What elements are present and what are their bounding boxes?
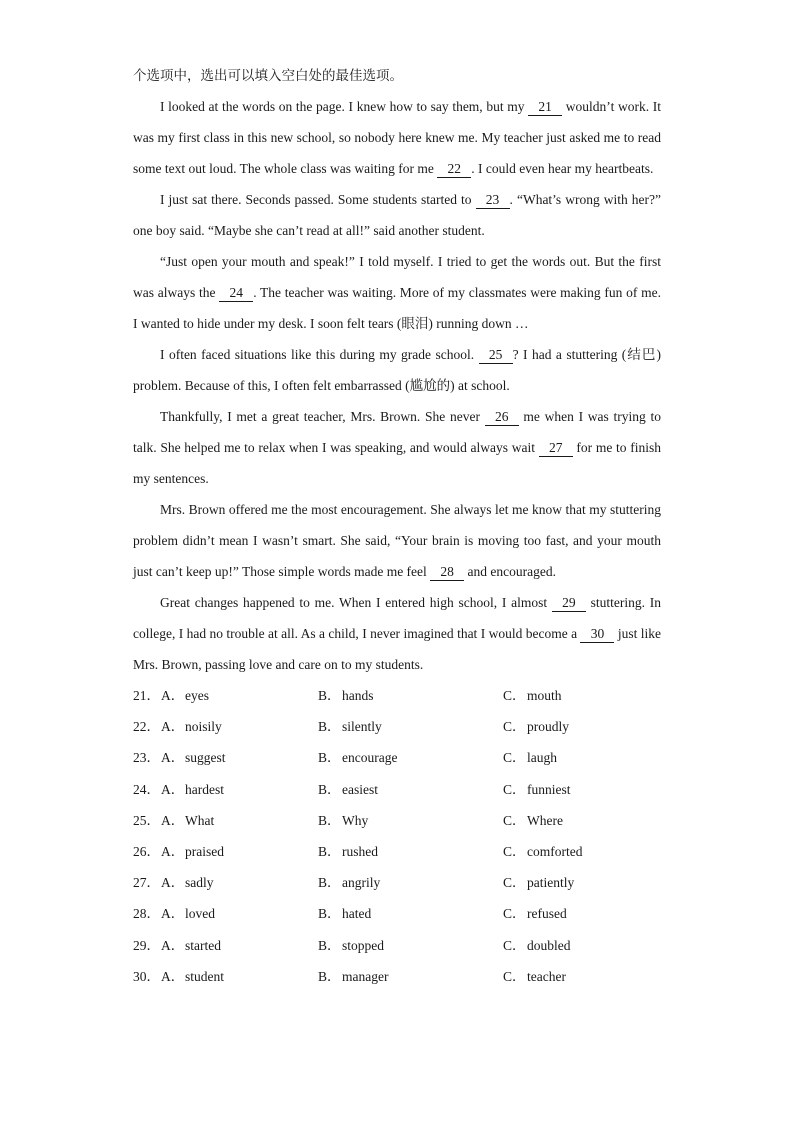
option-text: suggest	[185, 750, 226, 766]
option-letter: C．	[503, 750, 526, 766]
passage-text: for me to finish my sentences.	[133, 440, 661, 486]
question-row	[133, 805, 661, 836]
option-letter: B．	[318, 875, 341, 891]
option-c	[503, 961, 566, 992]
option-text: doubled	[527, 937, 571, 953]
option-text: teacher	[527, 968, 566, 984]
passage-text: “Just open your mouth and speak!” I told myself. I tried to get the words out. But the first was always the	[133, 254, 661, 300]
question-number: 30．	[133, 968, 160, 984]
option-letter: B．	[318, 843, 341, 859]
option-letter: C．	[503, 781, 526, 797]
option-b	[318, 680, 374, 711]
option-letter: B．	[318, 719, 341, 735]
option-c	[503, 711, 569, 742]
option-b	[318, 867, 380, 898]
question-number: 26．	[133, 843, 160, 859]
question-row	[133, 774, 661, 805]
option-letter: A．	[161, 906, 185, 922]
blank-24: 24	[219, 285, 253, 302]
option-b	[318, 805, 368, 836]
question-number: 29．	[133, 937, 160, 953]
passage-paragraph	[133, 184, 661, 246]
option-letter: C．	[503, 906, 526, 922]
question-row	[133, 742, 661, 773]
option-b	[318, 742, 397, 773]
option-text: sadly	[185, 875, 214, 891]
option-c	[503, 805, 563, 836]
option-letter: C．	[503, 812, 526, 828]
option-text: praised	[185, 843, 224, 859]
passage-text: . “What’s wrong with her?” one boy said. “Maybe she can’t read at all!” said another student.	[133, 192, 662, 238]
option-b	[318, 898, 371, 929]
cloze-passage	[133, 91, 661, 680]
passage-paragraph	[133, 339, 661, 401]
option-a	[161, 867, 214, 898]
option-a	[161, 930, 221, 961]
option-text: What	[185, 812, 215, 828]
option-text: Where	[527, 812, 563, 828]
option-c	[503, 930, 571, 961]
option-text: refused	[527, 906, 567, 922]
passage-paragraph	[133, 246, 661, 339]
blank-26: 26	[485, 409, 519, 426]
option-c	[503, 836, 582, 867]
passage-paragraph	[133, 401, 661, 494]
option-letter: B．	[318, 937, 341, 953]
option-text: patiently	[527, 875, 575, 891]
question-number: 27．	[133, 875, 160, 891]
question-number: 24．	[133, 781, 160, 797]
option-letter: C．	[503, 968, 526, 984]
option-text: hands	[342, 688, 374, 703]
option-text: hated	[342, 906, 372, 922]
option-text: student	[185, 968, 224, 984]
passage-paragraph	[133, 494, 661, 587]
option-text: noisily	[185, 719, 222, 735]
passage-text: and encouraged.	[464, 564, 557, 579]
question-number: 21．	[133, 688, 160, 703]
option-letter: A．	[161, 812, 185, 828]
blank-30: 30	[580, 626, 614, 643]
option-a	[161, 898, 215, 929]
option-letter: B．	[318, 812, 341, 828]
option-letter: C．	[503, 843, 526, 859]
option-text: silently	[342, 719, 382, 735]
option-b	[318, 836, 378, 867]
option-text: eyes	[185, 688, 209, 703]
option-text: laugh	[527, 750, 557, 766]
option-letter: B．	[318, 750, 341, 766]
passage-text: Thankfully, I met a great teacher, Mrs. Brown. She never	[160, 409, 485, 424]
blank-23: 23	[476, 192, 510, 209]
option-a	[161, 961, 224, 992]
question-row	[133, 930, 661, 961]
passage-text: I often faced situations like this during my grade school.	[160, 347, 479, 362]
option-letter: B．	[318, 968, 341, 984]
option-text: rushed	[342, 843, 378, 859]
option-letter: A．	[161, 781, 185, 797]
option-letter: B．	[318, 688, 341, 703]
option-letter: C．	[503, 719, 526, 735]
blank-22: 22	[437, 161, 471, 178]
blank-25: 25	[479, 347, 513, 364]
option-c	[503, 898, 567, 929]
question-row	[133, 680, 661, 711]
option-text: Why	[342, 812, 369, 828]
option-text: manager	[342, 968, 389, 984]
option-a	[161, 711, 222, 742]
option-letter: C．	[503, 875, 526, 891]
passage-paragraph	[133, 587, 661, 680]
passage-text: wouldn’t work. It was my first class in this new school, so nobody here knew me. My teacher just asked me to read some text out loud. The whole class was waiting for me	[133, 99, 661, 176]
passage-text: . The teacher was waiting. More of my classmates were making fun of me. I wanted to hide under my desk. I soon felt tears (眼泪) running down …	[133, 285, 661, 331]
option-b	[318, 774, 378, 805]
question-number: 22．	[133, 719, 160, 735]
question-row	[133, 898, 661, 929]
option-letter: A．	[161, 937, 185, 953]
option-text: easiest	[342, 781, 378, 797]
option-a	[161, 680, 209, 711]
option-letter: B．	[318, 781, 341, 797]
question-row	[133, 867, 661, 898]
question-number: 23．	[133, 750, 160, 766]
passage-text: ? I had a stuttering (结巴) problem. Because of this, I often felt embarrassed (尴尬的) at school.	[133, 347, 661, 393]
option-letter: A．	[161, 719, 185, 735]
option-a	[161, 805, 214, 836]
option-letter: C．	[503, 688, 526, 703]
blank-28: 28	[430, 564, 464, 581]
option-letter: A．	[161, 688, 185, 703]
question-number: 25．	[133, 812, 160, 828]
option-b	[318, 930, 384, 961]
option-c	[503, 867, 574, 898]
option-text: encourage	[342, 750, 398, 766]
question-row	[133, 961, 661, 992]
option-letter: B．	[318, 906, 341, 922]
passage-text: Mrs. Brown offered me the most encouragement. She always let me know that my stuttering problem didn’t mean I wasn’t smart. She said, “Your brain is moving too fast, and your mouth just can’t keep up!” Those simple words made me feel	[133, 502, 661, 579]
instruction-text: 个选项中，选出可以填入空白处的最佳选项。	[133, 68, 403, 83]
option-text: comforted	[527, 843, 583, 859]
option-c	[503, 742, 557, 773]
passage-text: stuttering. In college, I had no trouble at all. As a child, I never imagined that I would become a	[133, 595, 661, 641]
option-letter: A．	[161, 843, 185, 859]
option-b	[318, 961, 388, 992]
option-c	[503, 680, 562, 711]
option-letter: A．	[161, 875, 185, 891]
passage-text: Great changes happened to me. When I entered high school, I almost	[160, 595, 552, 610]
option-letter: A．	[161, 968, 185, 984]
option-text: angrily	[342, 875, 381, 891]
option-text: started	[185, 937, 221, 953]
passage-text: . I could even hear my heartbeats.	[471, 161, 654, 176]
blank-21: 21	[528, 99, 562, 116]
answer-options	[133, 680, 661, 992]
blank-29: 29	[552, 595, 586, 612]
option-text: stopped	[342, 937, 384, 953]
passage-text: I looked at the words on the page. I knew how to say them, but my	[160, 99, 529, 114]
passage-text: me when I was trying to talk. She helped me to relax when I was speaking, and would always wait	[133, 409, 661, 455]
question-number: 28．	[133, 906, 160, 922]
option-letter: A．	[161, 750, 185, 766]
question-row	[133, 711, 661, 742]
blank-27: 27	[539, 440, 573, 457]
option-a	[161, 774, 224, 805]
option-a	[161, 742, 226, 773]
option-text: proudly	[527, 719, 569, 735]
option-text: loved	[185, 906, 215, 922]
passage-text: I just sat there. Seconds passed. Some students started to	[160, 192, 476, 207]
option-c	[503, 774, 571, 805]
passage-paragraph	[133, 91, 661, 184]
option-text: funniest	[527, 781, 571, 797]
passage-text: just like Mrs. Brown, passing love and care on to my students.	[133, 626, 661, 672]
option-text: hardest	[185, 781, 224, 797]
document-page	[133, 60, 661, 992]
option-letter: C．	[503, 937, 526, 953]
option-a	[161, 836, 224, 867]
option-b	[318, 711, 382, 742]
question-row	[133, 836, 661, 867]
option-text: mouth	[527, 688, 562, 703]
